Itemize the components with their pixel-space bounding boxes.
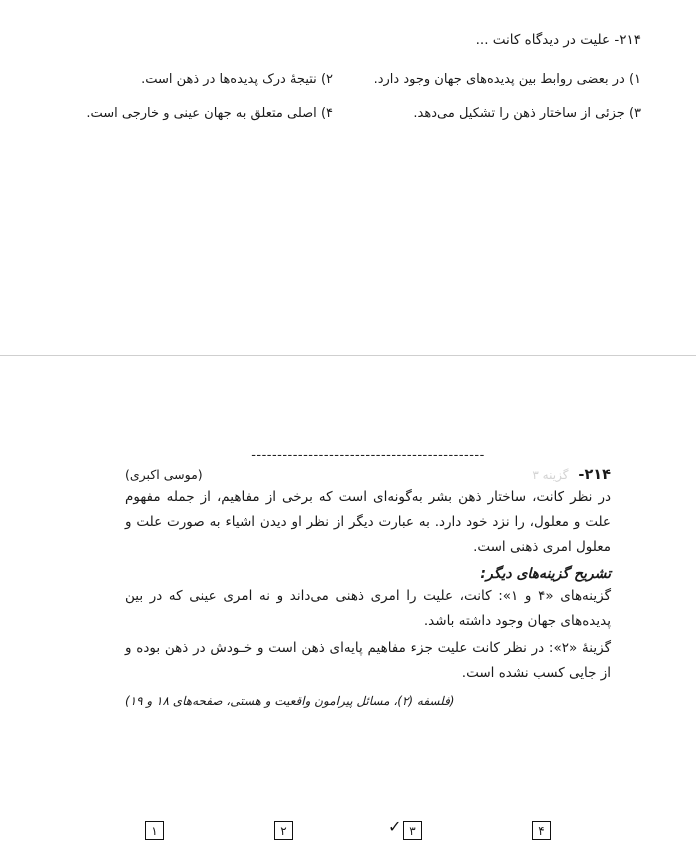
answer-key-row [0,817,696,840]
option-4-text: اصلی متعلق به جهان عینی و خارجی است. [86,106,317,122]
source-reference: (فلسفه (۲)، مسائل پیرامون واقعیت و هستی، صفحه‌های ۱۸ و ۱۹) [125,693,455,708]
answer-key-cell-1[interactable] [145,821,164,840]
answer-key-box-4: ۴ [532,821,551,840]
option-4-number: ۴) [320,106,333,122]
other-options-heading: تشریح گزینه‌های دیگر: [480,565,611,582]
answer-explanation-block [0,448,696,708]
answer-header [125,467,611,483]
option-4[interactable] [55,104,343,125]
answer-paragraph-1: در نظر کانت، ساختار ذهن بشر به‌گونه‌ای است که برخی از مفاهیم، از جمله مفهوم علت و معلول، را نزد خود دارد. به عبارت دیگر از نظر او دیدن اشیاء به صورت علت و معلول امری ذهنی است. [125,489,611,555]
option-1-number: ۱) [628,71,641,87]
answer-key-cell-4[interactable] [532,821,551,840]
option-1[interactable] [353,70,641,91]
option-2-number: ۲) [320,71,333,87]
answer-key-cell-3[interactable] [388,817,422,840]
option-2-text: نتیجهٔ درک پدیده‌ها در ذهن است. [141,71,317,87]
option-3-number: ۳) [628,106,641,122]
answer-author: (موسی اکبری) [125,467,203,482]
other-option-explanation-1: گزینه‌های «۴ و ۱»: کانت، علیت را امری ذهنی می‌داند و نه امری عینی که در بین پدیده‌های جهان وجود داشته باشد. [125,587,612,629]
options-grid [55,70,641,126]
question-block [0,0,696,125]
option-3-text: جزئی از ساختار ذهن را تشکیل می‌دهد. [413,106,625,122]
answer-key-cell-2[interactable] [274,821,293,840]
option-3[interactable] [353,104,641,125]
answer-number: ۲۱۴- [578,467,611,483]
answer-key-box-3: ۳ [403,821,422,840]
question-stem: ۲۱۴- علیت در دیدگاه کانت ... [475,32,641,48]
answer-faded-label: گزینه ۳ [532,468,569,482]
page-divider [0,355,696,356]
check-icon: ✓ [388,817,402,836]
option-2[interactable] [55,70,343,91]
answer-key-box-1: ۱ [145,821,164,840]
answer-key-box-2: ۲ [274,821,293,840]
dashed-rule: --------------------------------------------- [251,448,485,463]
other-option-explanation-2: گزینهٔ «۲»: در نظر کانت علیت جزء مفاهیم پایه‌ای ذهن است و خـودش در ذهن بوده و از جایی کسب نشده است. [125,639,612,681]
option-1-text: در بعضی روابط بین پدیده‌های جهان وجود دارد. [373,71,625,87]
